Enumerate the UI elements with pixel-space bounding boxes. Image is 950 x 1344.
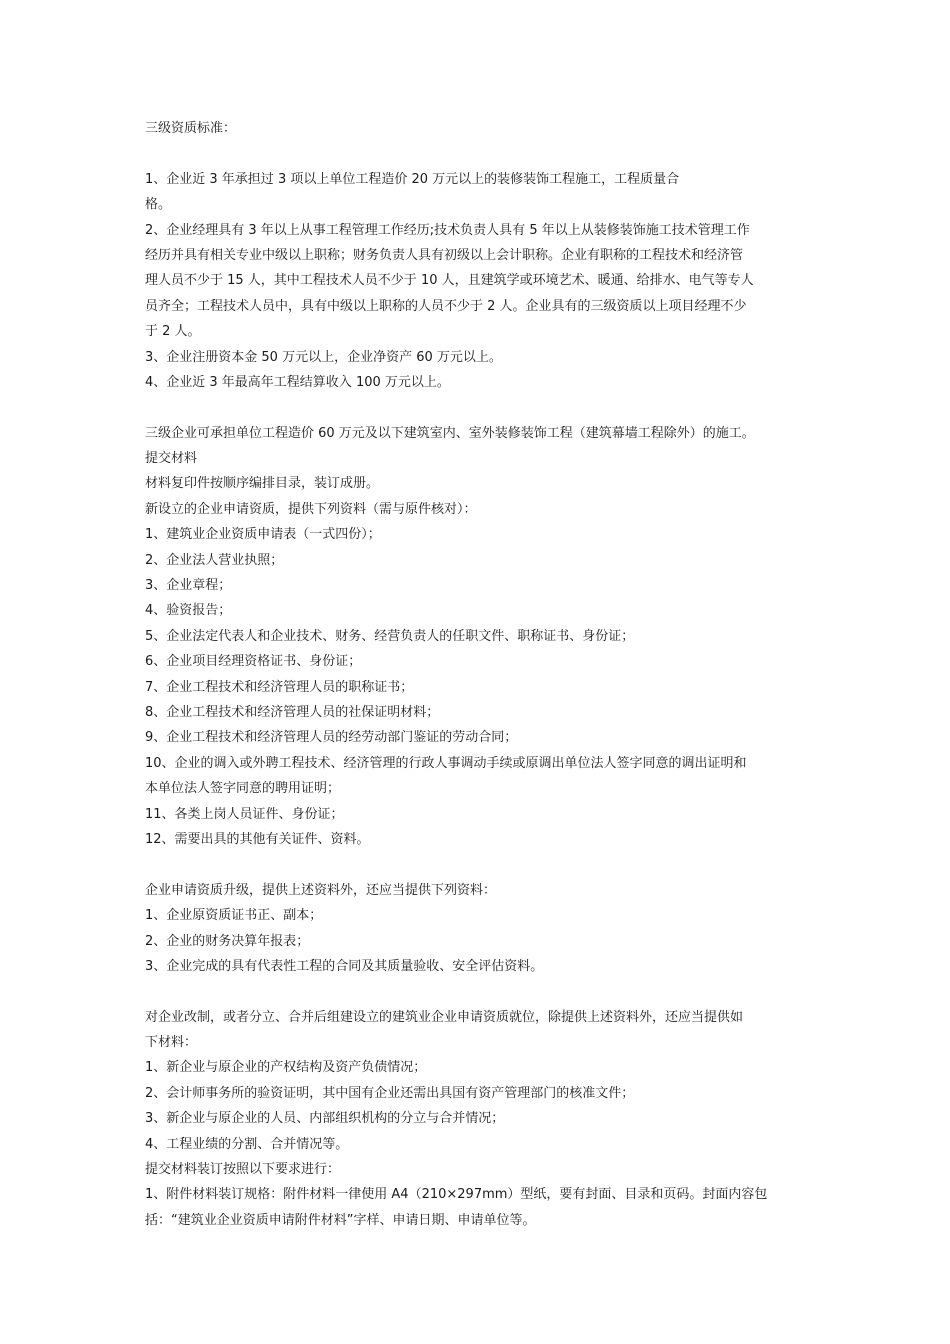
text-line: 括：“建筑业企业资质申请附件材料”字样、申请日期、申请单位等。	[145, 1212, 536, 1228]
text-line: 9、企业工程技术和经济管理人员的经劳动部门鉴证的劳动合同；	[145, 730, 518, 746]
text-line: 1、新企业与原企业的产权结构及资产负债情况；	[145, 1060, 427, 1076]
text-line: 8、企业工程技术和经济管理人员的社保证明材料；	[145, 704, 440, 720]
text-line: 7、企业工程技术和经济管理人员的职称证书；	[145, 679, 414, 695]
submission-materials	[145, 421, 810, 853]
text-line: 2、企业法人营业执照；	[145, 552, 284, 568]
text-line: 1、建筑业企业资质申请表（一式四份）；	[145, 527, 381, 543]
text-line: 10、企业的调入或外聘工程技术、经济管理的行政人事调动手续或原调出单位法人签字同意的调出证明和	[145, 755, 747, 771]
paragraph-gap	[145, 141, 810, 166]
text-line: 提交材料装订按照以下要求进行：	[145, 1162, 341, 1178]
text-line: 3、企业完成的具有代表性工程的合同及其质量验收、安全评估资料。	[145, 958, 544, 974]
text-line: 6、企业项目经理资格证书、身份证；	[145, 654, 362, 670]
section-title: 三级资质标准：	[145, 121, 237, 136]
text-line: 2、企业的财务决算年报表；	[145, 933, 310, 949]
restructuring-materials	[145, 1005, 810, 1234]
text-line: 2、企业经理具有 3 年以上从事工程管理工作经历;技术负责人具有 5 年以上从装修装饰施工技术管理工作	[145, 222, 750, 238]
text-line: 理人员不少于 15 人，其中工程技术人员不少于 10 人，且建筑学或环境艺术、暖通、给排水、电气等专人	[145, 273, 754, 289]
text-line: 1、企业原资质证书正、副本；	[145, 908, 323, 924]
text-line: 4、验资报告；	[145, 603, 232, 619]
text-line: 本单位法人签字同意的聘用证明；	[145, 781, 341, 797]
paragraph-gap	[145, 395, 810, 420]
text-line: 企业申请资质升级，提供上述资料外，还应当提供下列资料：	[145, 882, 497, 898]
text-line: 4、工程业绩的分割、合并情况等。	[145, 1136, 349, 1152]
text-line: 2、会计师事务所的验资证明，其中国有企业还需出具国有资产管理部门的核准文件；	[145, 1085, 635, 1101]
upgrade-materials	[145, 878, 810, 980]
paragraph-gap	[145, 852, 810, 877]
text-line: 3、新企业与原企业的人员、内部组织机构的分立与合并情况；	[145, 1111, 505, 1127]
text-line: 5、企业法定代表人和企业技术、财务、经营负责人的任职文件、职称证书、身份证；	[145, 628, 635, 644]
text-line: 1、企业近 3 年承担过 3 项以上单位工程造价 20 万元以上的装修装饰工程施工，工程质量合	[145, 171, 680, 187]
text-line: 下材料：	[145, 1035, 198, 1051]
paragraph-gap	[145, 979, 810, 1004]
text-line: 11、各类上岗人员证件、身份证；	[145, 806, 344, 822]
text-line: 对企业改制，或者分立、合并后组建设立的建筑业企业申请资质就位，除提供上述资料外，还应当提供如	[145, 1009, 744, 1025]
text-line: 3、企业注册资本金 50 万元以上，企业净资产 60 万元以上。	[145, 349, 502, 365]
section-title-block	[145, 116, 810, 141]
text-line: 材料复印件按顺序编排目录，装订成册。	[145, 476, 380, 492]
text-line: 格。	[145, 197, 172, 213]
text-line: 3、企业章程；	[145, 578, 232, 594]
text-line: 12、需要出具的其他有关证件、资料。	[145, 831, 370, 847]
document-body	[145, 116, 810, 1233]
text-line: 于 2 人。	[145, 324, 201, 340]
text-line: 员齐全；工程技术人员中，具有中级以上职称的人员不少于 2 人。企业具有的三级资质以上项目经理不少	[145, 298, 747, 314]
text-line: 提交材料	[145, 451, 198, 467]
qualification-requirements	[145, 167, 810, 396]
text-line: 三级企业可承担单位工程造价 60 万元及以下建筑室内、室外装修装饰工程（建筑幕墙工程除外）的施工。	[145, 425, 755, 441]
text-line: 1、附件材料装订规格：附件材料一律使用 A4（210×297mm）型纸，要有封面、目录和页码。封面内容包	[145, 1187, 768, 1203]
text-line: 经历并具有相关专业中级以上职称；财务负责人具有初级以上会计职称。企业有职称的工程技术和经济管	[145, 247, 744, 263]
text-line: 4、企业近 3 年最高年工程结算收入 100 万元以上。	[145, 374, 450, 390]
text-line: 新设立的企业申请资质，提供下列资料（需与原件核对）：	[145, 501, 477, 517]
